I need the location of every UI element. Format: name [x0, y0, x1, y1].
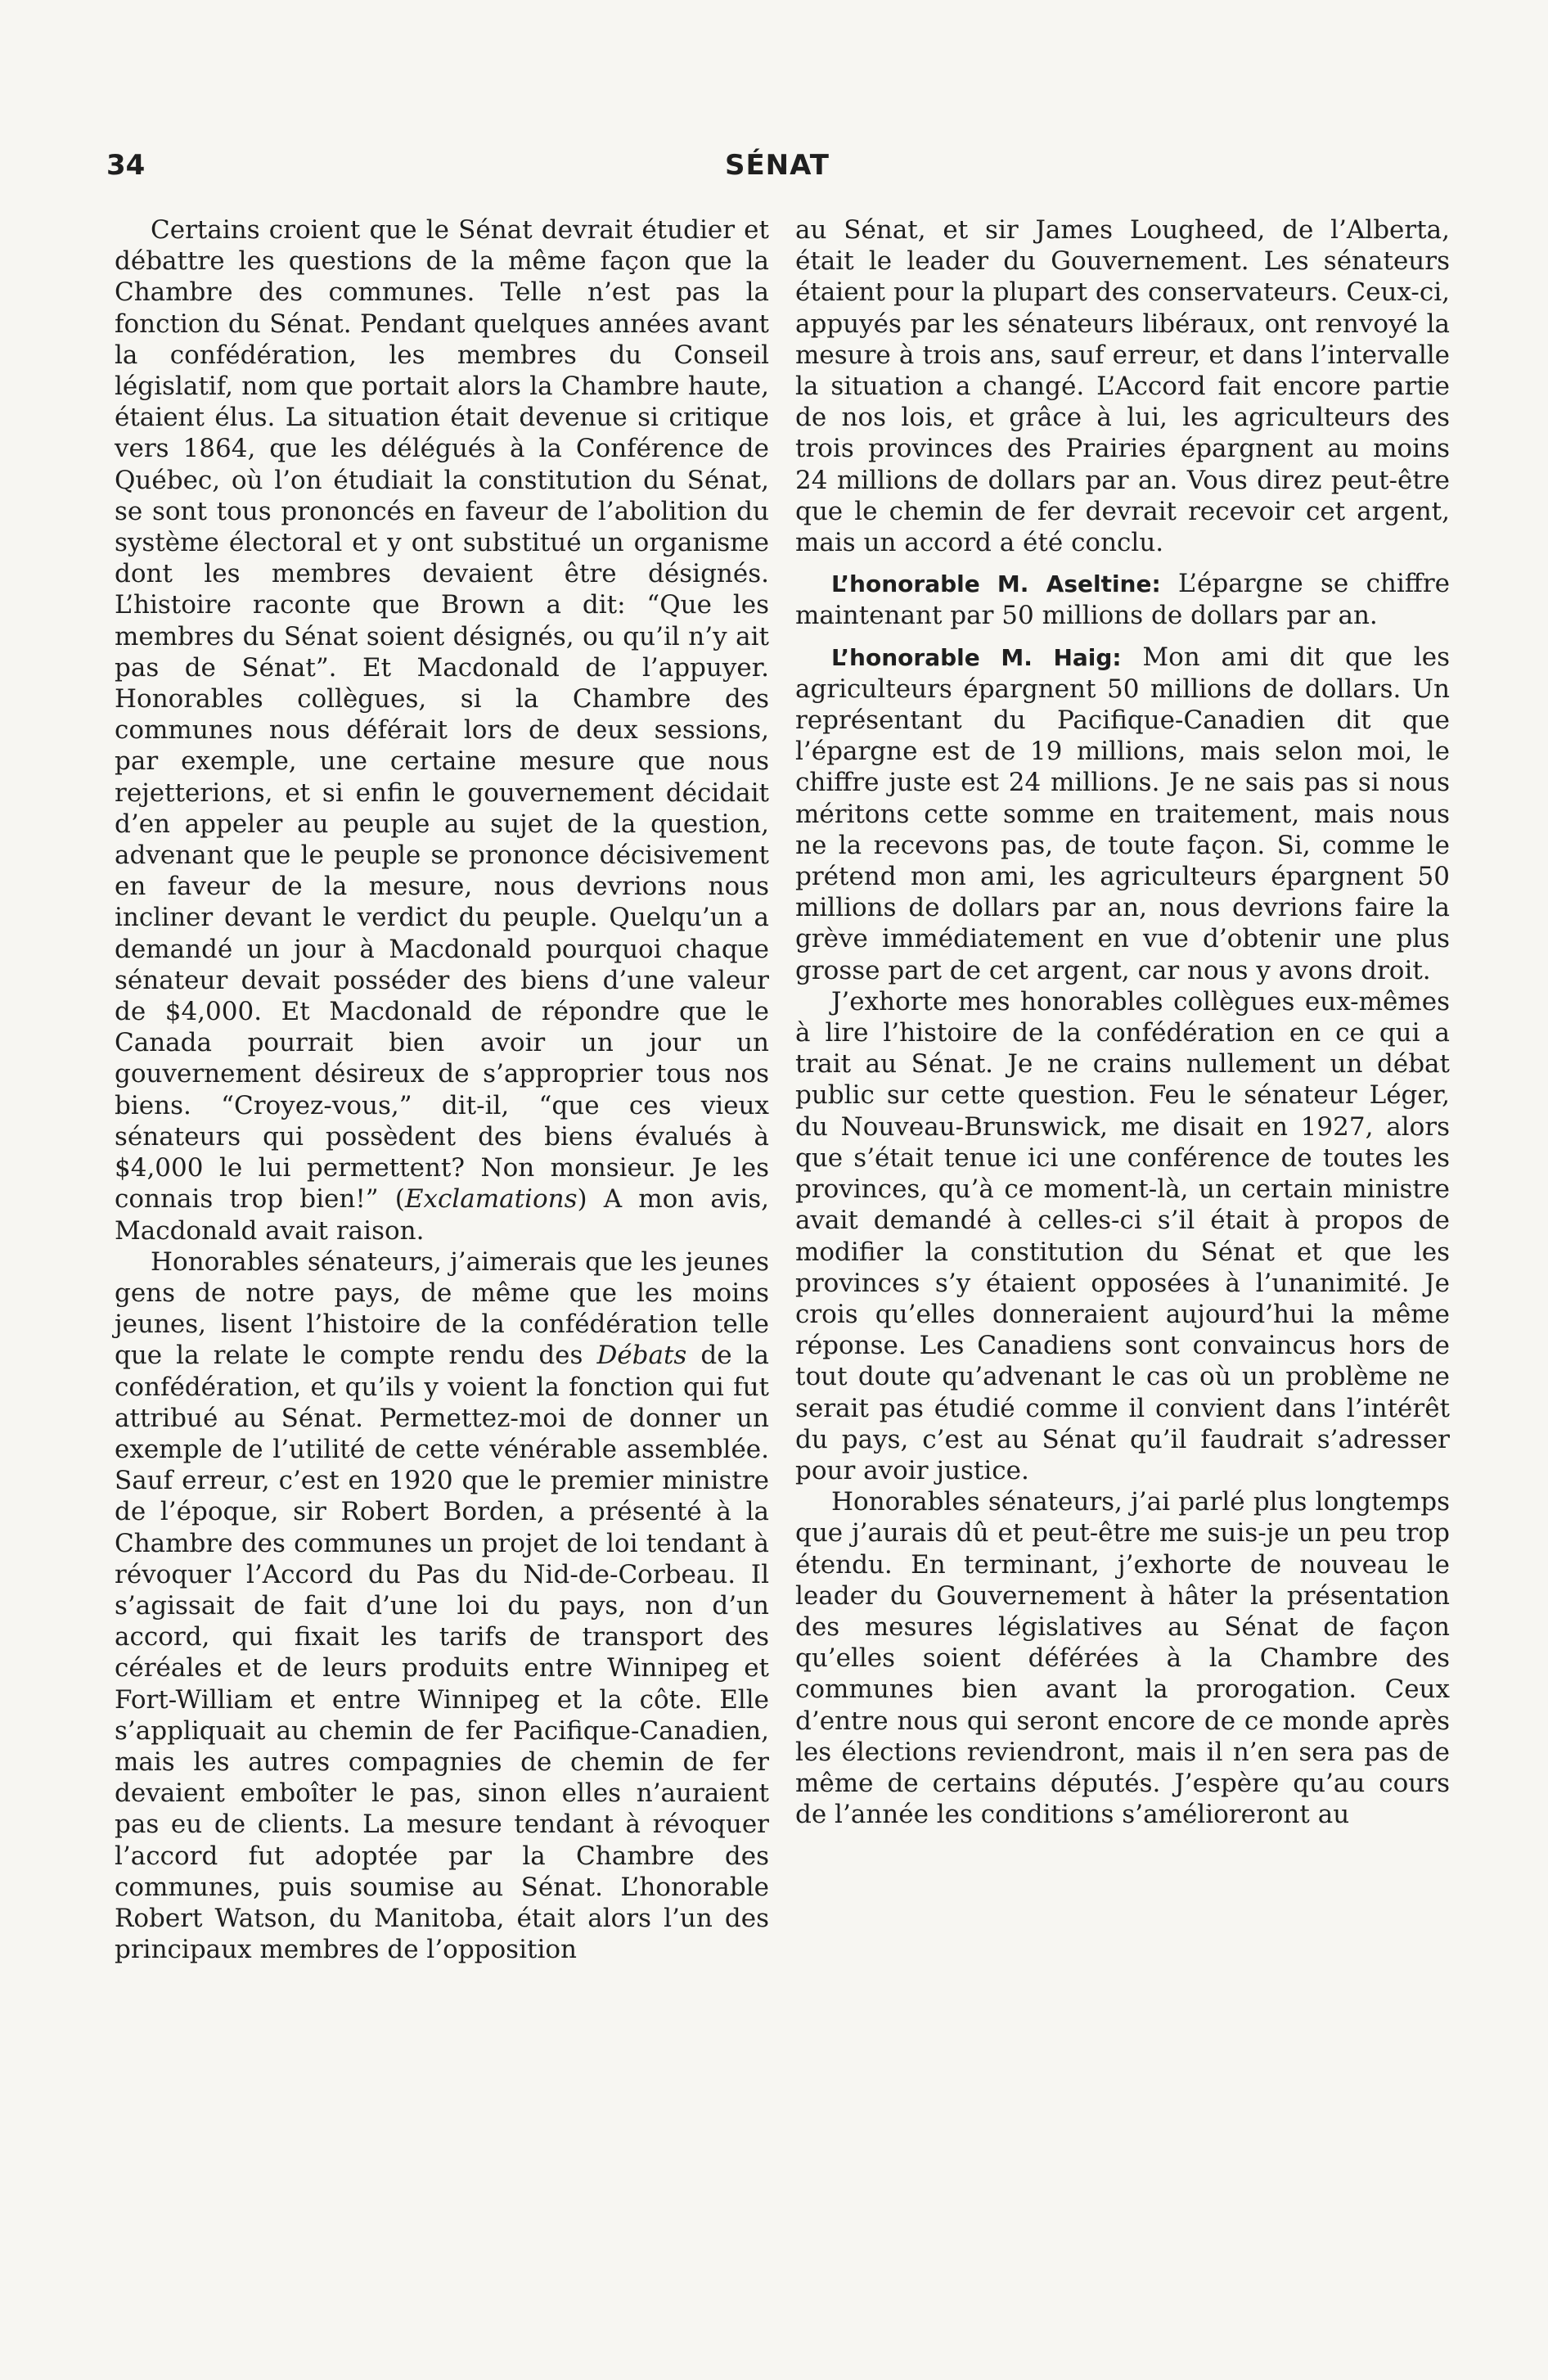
speaker-paragraph	[795, 568, 1450, 631]
paragraph-text: Certains croient que le Sénat devrait étudier et débattre les questions de la même façon que la Chambre des communes. Telle n’est pas la fonction du Sénat. Pendant quelques années avant la confédération, les membres du Conseil législatif, nom que portait alors la Chambre haute, étaient élus. La situation était devenue si critique vers 1864, que les délégués à la Conférence de Québec, où l’on étudiait la constitution du Sénat, se sont tous prononcés en faveur de l’abolition du système électoral et y ont substitué un organisme dont les membres devaient être désignés. L’histoire raconte que Brown a dit: “Que les membres du Sénat soient désignés, ou qu’il n’y ait pas de Sénat”. Et Macdonald de l’appuyer. Honorables collègues, si la Chambre des communes nous déférait lors de deux sessions, par exemple, une certaine mesure que nous rejetterions, et si enfin le gouvernement décidait d’en appeler au peuple au sujet de la question, advenant que le peuple se prononce décisivement en faveur de la mesure, nous devrions nous incliner devant le verdict du peuple. Quelqu’un a demandé un jour à Macdonald pourquoi chaque sénateur devait posséder des biens d’une valeur de $4,000. Et Macdonald de répondre que le Canada pourrait bien avoir un jour un gouvernement désireux de s’approprier tous nos biens. “Croyez-vous,” dit-il, “que ces vieux sénateurs qui possèdent des biens évalués à $4,000 le lui permettent? Non monsieur. Je les connais trop bien!” (	[115, 215, 769, 1215]
italic-text: Exclamations	[404, 1184, 578, 1215]
paragraph: Honorables sénateurs, j’ai parlé plus longtemps que j’aurais dû et peut-être me suis-je un peu trop étendu. En terminant, j’exhorte de nouveau le leader du Gouvernement à hâter la présentation des mesures législatives au Sénat de façon qu’elles soient déférées à la Chambre des communes bien avant la prorogation. Ceux d’entre nous qui seront encore de ce monde après les élections reviendront, mais il n’en sera pas de même de certains députés. J’espère qu’au cours de l’année les conditions s’amélioreront au	[795, 1487, 1450, 1830]
page-header	[106, 149, 1448, 190]
italic-text: Débats	[596, 1341, 687, 1371]
paragraph: J’exhorte mes honorables collègues eux-mêmes à lire l’histoire de la confédération en ce qui a trait au Sénat. Je ne crains nullement un débat public sur cette question. Feu le sénateur Léger, du Nouveau-Brunswick, me disait en 1927, alors que s’était tenue ici une conférence de toutes les provinces, qu’à ce moment-là, un certain ministre avait demandé à celles-ci s’il était à propos de modifier la constitution du Sénat et que les provinces s’y étaient opposées à l’unanimité. Je crois qu’elles donneraient aujourd’hui la même réponse. Les Canadiens sont convaincus hors de tout doute qu’advenant le cas où un problème ne serait pas étudié comme il convient dans l’intérêt du pays, c’est au Sénat qu’il faudrait s’adresser pour avoir justice.	[795, 986, 1450, 1485]
paragraph-text: Honorables sénateurs, j’aimerais que les jeunes gens de notre pays, de même que les moins jeunes, lisent l’histoire de la confédération telle que la relate le compte rendu des	[115, 1246, 769, 1371]
speaker-paragraph	[795, 642, 1450, 986]
paragraph: au Sénat, et sir James Lougheed, de l’Alberta, était le leader du Gouvernement. Les sénateurs étaient pour la plupart des conservateurs. Ceux-ci, appuyés par les sénateurs libéraux, ont renvoyé la mesure à trois ans, sauf erreur, et dans l’intervalle la situation a changé. L’Accord fait encore partie de nos lois, et grâce à lui, les agriculteurs des trois provinces des Prairies épargnent au moins 24 millions de dollars par an. Vous direz peut-être que le chemin de fer devrait recevoir cet argent, mais un accord a été conclu.	[795, 215, 1450, 558]
speaker-name: L’honorable M. Haig:	[831, 643, 1122, 671]
speaker-name: L’honorable M. Aseltine:	[831, 570, 1161, 598]
page-number: 34	[106, 149, 146, 182]
running-title: SÉNAT	[724, 149, 830, 182]
paragraph-text: de la confédération, et qu’ils y voient la fonction qui fut attribué au Sénat. Permettez-moi de donner un exemple de l’utilité de cette vénérable assemblée. Sauf erreur, c’est en 1920 que le premier ministre de l’époque, sir Robert Borden, a présenté à la Chambre des communes un projet de loi tendant à révoquer l’Accord du Pas du Nid-de-Corbeau. Il s’agissait de fait d’une loi du pays, non d’un accord, qui fixait les tarifs de transport des céréales et de leurs produits entre Winnipeg et Fort-William et entre Winnipeg et la côte. Elle s’appliquait au chemin de fer Pacifique-Canadien, mais les autres compagnies de chemin de fer devaient emboîter le pas, sinon elles n’auraient pas eu de clients. La mesure tendant à révoquer l’accord fut adoptée par la Chambre des communes, puis soumise au Sénat. L’honorable Robert Watson, du Manitoba, était alors l’un des principaux membres de l’opposition	[115, 1341, 769, 1965]
paragraph-text: L’épargne se chiffre maintenant par 50 millions de dollars par an.	[795, 569, 1450, 631]
paragraph-text: Mon ami dit que les agriculteurs épargnent 50 millions de dollars. Un représentant du Pacifique-Canadien dit que l’épargne est de 19 millions, mais selon moi, le chiffre juste est 24 millions. Je ne sais pas si nous méritons cette somme en traitement, mais nous ne la recevons pas, de toute façon. Si, comme le prétend mon ami, les agriculteurs épargnent 50 millions de dollars par an, nous devrions faire la grève immédiatement en vue d’obtenir une plus grosse part de cet argent, car nous y avons droit.	[795, 642, 1450, 985]
right-column	[795, 214, 1450, 1830]
paragraph-text: ) A mon avis, Macdonald avait raison.	[115, 1184, 769, 1246]
paragraph	[115, 214, 769, 1246]
paragraph	[115, 1246, 769, 1966]
left-column	[115, 214, 769, 1965]
